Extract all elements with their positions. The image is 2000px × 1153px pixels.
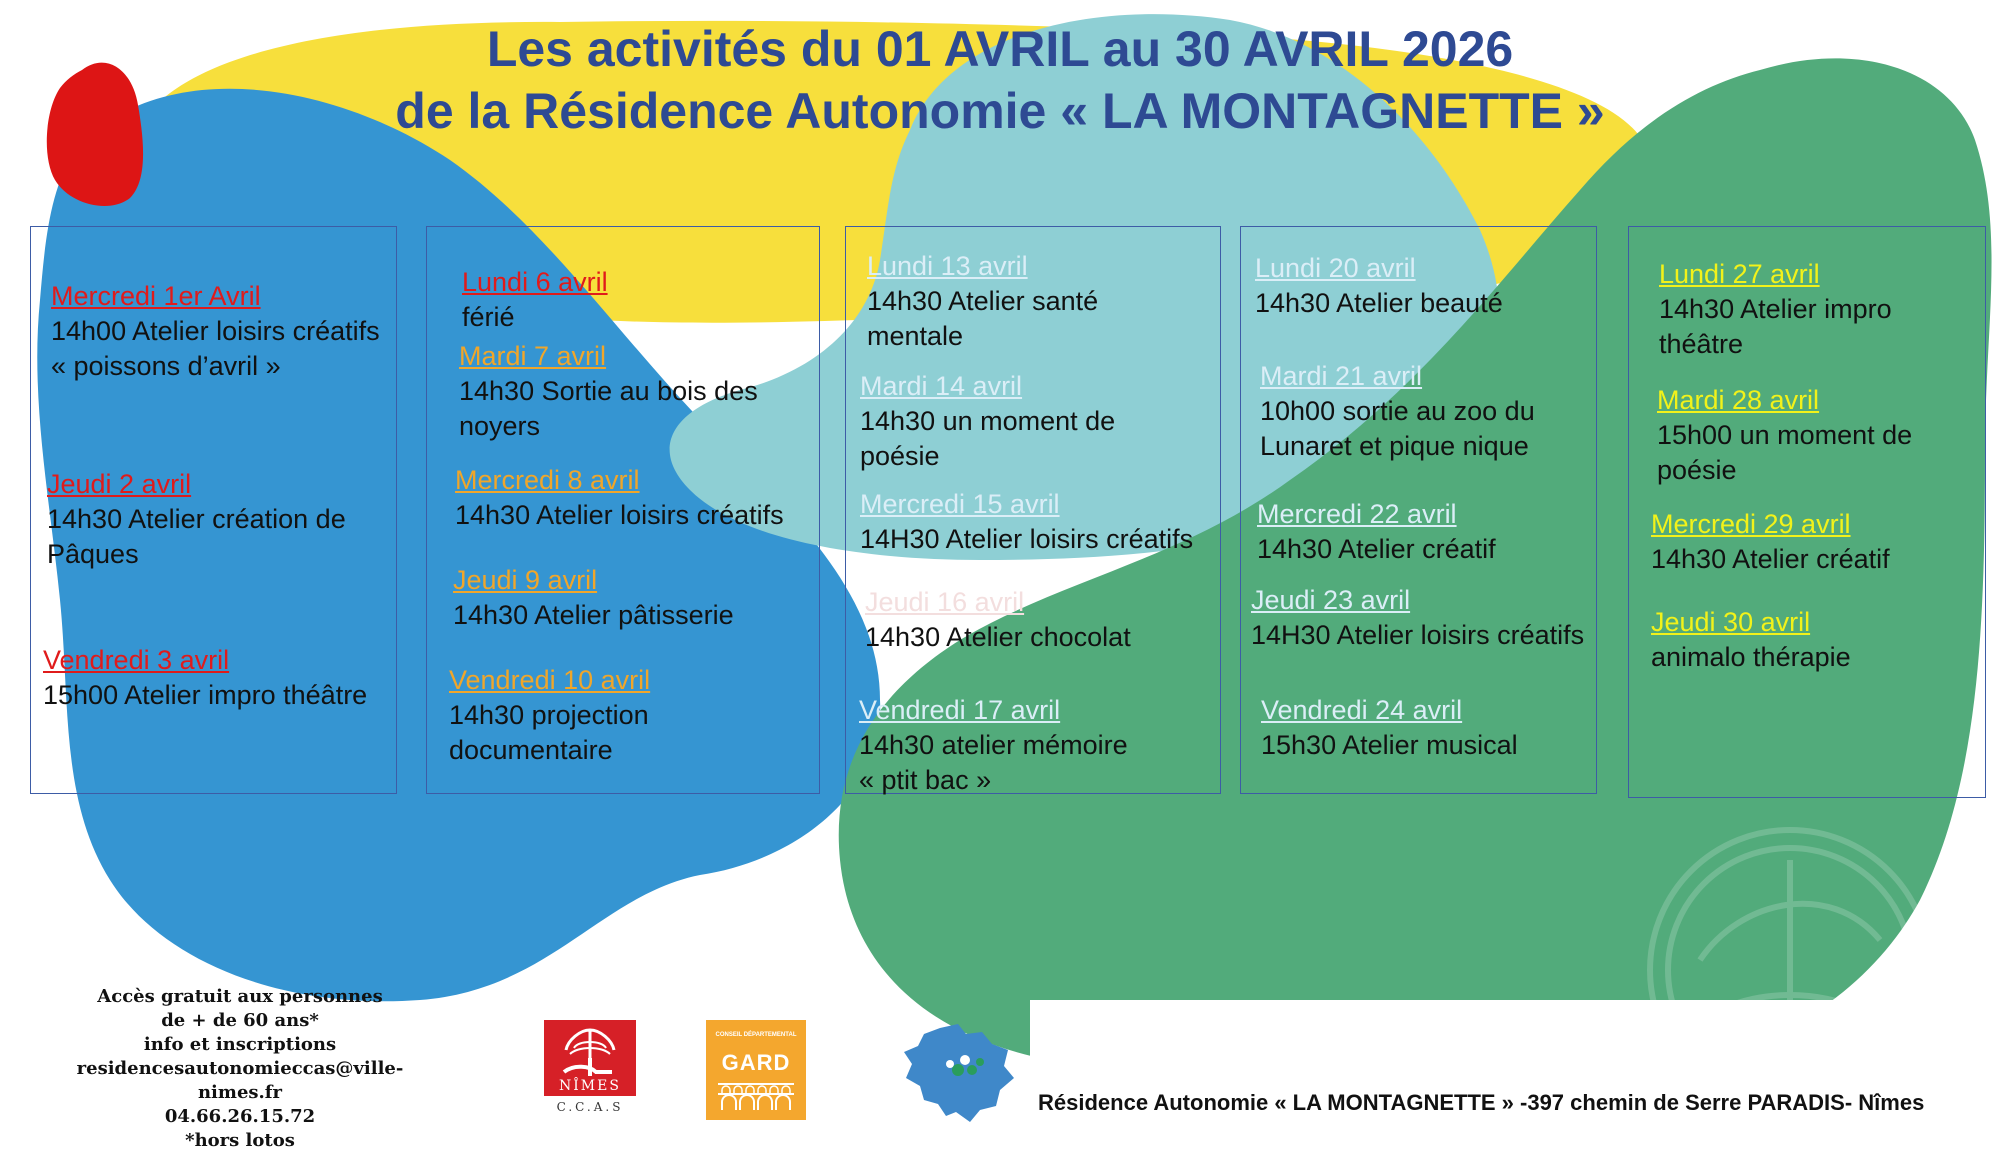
event-day: Jeudi 9 avril	[453, 565, 598, 595]
event-desc: théâtre	[1659, 329, 1744, 359]
gard-logo-top: CONSEIL DÉPARTEMENTAL	[715, 1032, 797, 1038]
event-desc: poésie	[1657, 455, 1737, 485]
footer-phone: 04.66.26.15.72	[164, 1106, 316, 1127]
footer-email: residencesautonomieccas@ville-nimes.fr	[76, 1058, 404, 1103]
pont-du-gard-icon	[718, 1080, 794, 1110]
event-thu-2	[47, 467, 346, 572]
event-desc: mentale	[867, 321, 964, 351]
event-thu-9	[453, 563, 734, 633]
event-mon-13	[867, 249, 1098, 354]
gard-map-icon	[900, 1020, 1024, 1126]
event-day: Jeudi 30 avril	[1651, 607, 1811, 637]
event-day: Vendredi 24 avril	[1261, 695, 1463, 725]
event-day: Jeudi 2 avril	[47, 469, 192, 499]
event-tue-28	[1657, 383, 1912, 488]
event-fri-10	[449, 663, 650, 768]
footer-info-line: Accès gratuit aux personnes	[97, 986, 383, 1007]
event-day: Mardi 28 avril	[1657, 385, 1820, 415]
event-desc: animalo thérapie	[1651, 642, 1851, 672]
event-day: Lundi 20 avril	[1255, 253, 1416, 283]
event-desc: 14h30 un moment de	[860, 406, 1116, 436]
event-desc: 14h30 Atelier création de	[47, 504, 346, 534]
event-desc: 14h00 Atelier loisirs créatifs	[51, 316, 380, 346]
event-desc: 14h30 projection	[449, 700, 649, 730]
event-desc: documentaire	[449, 735, 613, 765]
event-day: Lundi 13 avril	[867, 251, 1028, 281]
footer-address: Résidence Autonomie « LA MONTAGNETTE » -397 chemin de Serre PARADIS- Nîmes	[1038, 1090, 1925, 1115]
event-day: Mardi 14 avril	[860, 371, 1023, 401]
event-day: Lundi 6 avril	[462, 267, 608, 297]
event-desc: 14h30 Atelier santé	[867, 286, 1099, 316]
event-mon-27	[1659, 257, 1892, 362]
event-day: Mardi 21 avril	[1260, 361, 1423, 391]
event-tue-14	[860, 369, 1115, 474]
event-desc: 14h30 Atelier pâtisserie	[453, 600, 734, 630]
event-desc: 14h30 Atelier beauté	[1255, 288, 1503, 318]
nimes-logo-name: NÎMES	[559, 1078, 621, 1094]
event-day: Vendredi 10 avril	[449, 665, 651, 695]
gard-logo-name: GARD	[721, 1050, 791, 1075]
event-desc: 14H30 Atelier loisirs créatifs	[1251, 620, 1585, 650]
week-column-2	[426, 226, 820, 794]
event-day: Lundi 27 avril	[1659, 259, 1820, 289]
event-mon-6	[462, 265, 608, 335]
event-wed-15	[860, 487, 1193, 557]
week-column-3	[845, 226, 1221, 794]
gard-logo	[706, 1020, 806, 1120]
footer-info-line: de + de 60 ans*	[161, 1010, 319, 1031]
event-thu-30	[1651, 605, 1851, 675]
event-wed-22	[1257, 497, 1496, 567]
event-fri-17	[859, 693, 1128, 798]
event-wed-8	[455, 463, 784, 533]
event-desc: « ptit bac »	[859, 765, 992, 795]
event-wed-1	[51, 279, 380, 384]
nimes-ccas-logo	[544, 1020, 636, 1126]
event-desc: 14h30 Sortie au bois des	[459, 376, 758, 406]
event-day: Mercredi 1er Avril	[51, 281, 261, 311]
event-desc: noyers	[459, 411, 541, 441]
event-desc: 15h00 un moment de	[1657, 420, 1913, 450]
event-desc: 14h30 Atelier créatif	[1651, 544, 1890, 574]
event-day: Mercredi 8 avril	[455, 465, 640, 495]
event-day: Jeudi 23 avril	[1251, 585, 1411, 615]
event-tue-21	[1260, 359, 1535, 464]
event-desc: Lunaret et pique nique	[1260, 431, 1529, 461]
event-thu-16	[865, 585, 1131, 655]
event-desc: 14h30 Atelier loisirs créatifs	[455, 500, 784, 530]
event-desc: férié	[462, 302, 515, 332]
week-column-1	[30, 226, 397, 794]
event-day: Mercredi 15 avril	[860, 489, 1060, 519]
event-mon-20	[1255, 251, 1503, 321]
footer-info-line: *hors lotos	[185, 1130, 295, 1151]
event-fri-24	[1261, 693, 1518, 763]
event-thu-23	[1251, 583, 1584, 653]
event-desc: 14h30 Atelier chocolat	[865, 622, 1131, 652]
event-day: Mercredi 29 avril	[1651, 509, 1851, 539]
event-day: Mercredi 22 avril	[1257, 499, 1457, 529]
event-desc: 14h30 Atelier créatif	[1257, 534, 1496, 564]
event-tue-7	[459, 339, 758, 444]
event-day: Mardi 7 avril	[459, 341, 607, 371]
event-desc: 14h30 Atelier impro	[1659, 294, 1892, 324]
footer-info-line: info et inscriptions	[143, 1034, 337, 1055]
event-desc: 15h30 Atelier musical	[1261, 730, 1518, 760]
event-wed-29	[1651, 507, 1890, 577]
event-desc: poésie	[860, 441, 940, 471]
event-desc: « poissons d’avril »	[51, 351, 281, 381]
event-desc: 15h00 Atelier impro théâtre	[43, 680, 368, 710]
page-title-line-2: de la Résidence Autonomie « LA MONTAGNETTE »	[395, 83, 1605, 139]
event-day: Jeudi 16 avril	[865, 587, 1025, 617]
nimes-logo-sub: C.C.A.S	[556, 1100, 624, 1114]
week-column-4	[1240, 226, 1597, 794]
event-desc: Pâques	[47, 539, 139, 569]
event-desc: 14h30 atelier mémoire	[859, 730, 1128, 760]
page-title-line-1: Les activités du 01 AVRIL au 30 AVRIL 2026	[486, 21, 1514, 77]
event-day: Vendredi 17 avril	[859, 695, 1061, 725]
event-fri-3	[43, 643, 367, 713]
event-desc: 14H30 Atelier loisirs créatifs	[860, 524, 1194, 554]
event-desc: 10h00 sortie au zoo du	[1260, 396, 1535, 426]
nimes-emblem-icon	[544, 1020, 636, 1096]
event-day: Vendredi 3 avril	[43, 645, 230, 675]
week-column-5	[1628, 226, 1986, 798]
footer-info	[40, 985, 440, 1153]
